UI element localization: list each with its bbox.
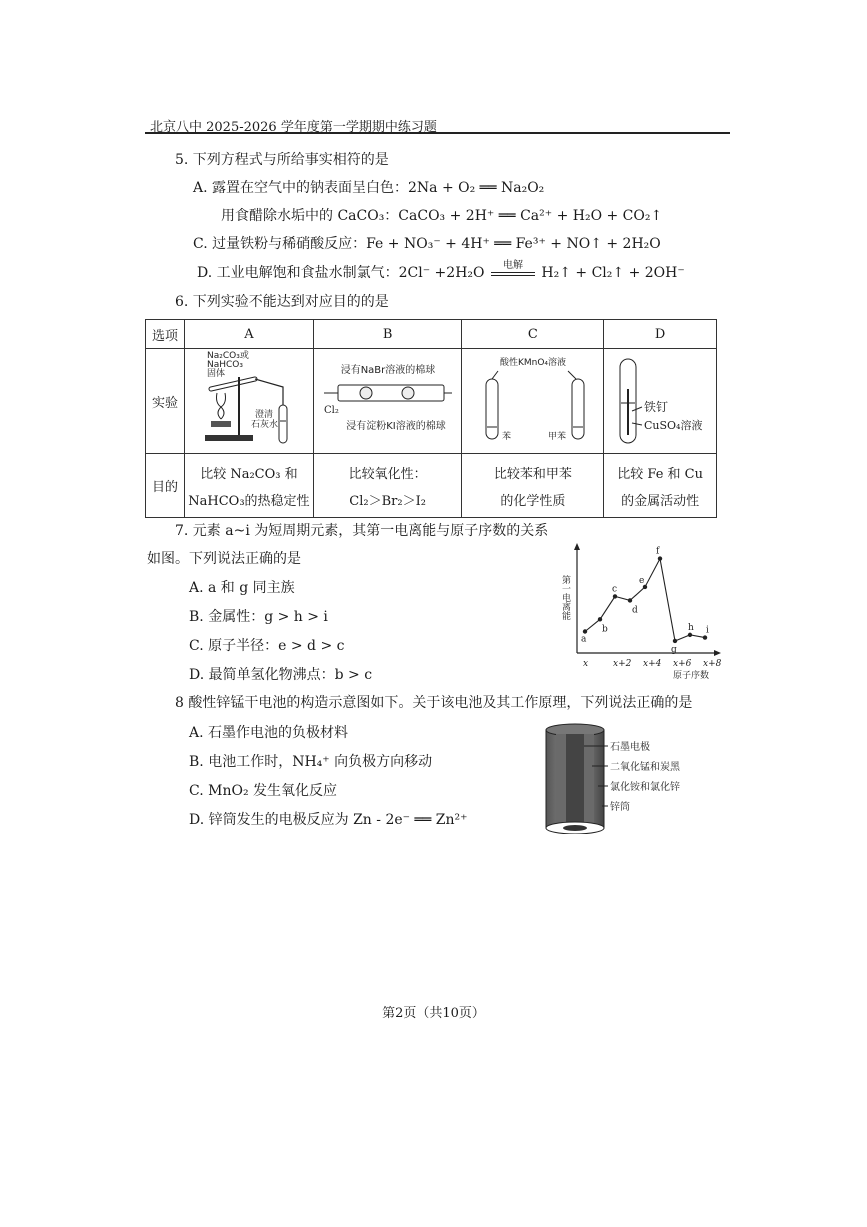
q6-stem: 6. 下列实验不能达到对应目的的是 [175, 294, 389, 310]
q5-option-a: A. 露置在空气中的钠表面呈白色：2Na + O₂ ══ Na₂O₂ [193, 180, 545, 196]
chart-point-g [673, 639, 677, 643]
q7-stem-line1: 7. 元素 a~i 为短周期元素，其第一电离能与原子序数的关系 [175, 523, 549, 539]
fig-c-left-label: 苯 [501, 432, 511, 442]
chart-point-label-f: f [656, 546, 660, 557]
chart-x-tick-label: x+2 [613, 659, 632, 669]
goal-d [604, 454, 717, 518]
chart-point-label-b: b [602, 624, 608, 635]
battery-label-zinc: 锌筒 [610, 802, 630, 813]
chart-point-label-i: i [706, 625, 709, 636]
goal-c-line2: 的化学性质 [500, 493, 566, 509]
q5-d-prefix: D. 工业电解饱和食盐水制氯气：2Cl⁻ +2H₂O [197, 265, 485, 281]
fig-b-top-label: 浸有NaBr溶液的棉球 [340, 365, 435, 376]
electrolysis-condition: 电解 [502, 260, 523, 271]
goal-b [313, 454, 462, 518]
chart-point-i [703, 635, 707, 639]
q7-option-a: A. a 和 g 同主族 [189, 580, 295, 596]
kmno4-tubes-figure [464, 349, 602, 449]
halogen-tube-figure [316, 349, 460, 449]
chart-x-tick-label: x [583, 659, 589, 669]
fig-a-label-1: Na₂CO₃或 [206, 351, 249, 361]
fig-d-solution-label: CuSO₄溶液 [644, 419, 703, 432]
figure-b-cell [313, 349, 462, 454]
chart-point-label-e: e [639, 575, 645, 586]
fig-a-label-3: 固体 [206, 369, 225, 379]
page-header: 北京八中 2025-2026 学年度第一学期期中练习题 [150, 120, 437, 135]
goal-c-line1: 比较苯和甲苯 [493, 466, 572, 482]
q8-option-d: D. 锌筒发生的电极反应为 Zn - 2e⁻ ══ Zn²⁺ [189, 812, 468, 828]
chart-point-h [688, 633, 692, 637]
fig-c-top-label: 酸性KMnO₄溶液 [499, 358, 566, 368]
table-header-b: B [313, 320, 462, 349]
heating-apparatus-figure [187, 349, 311, 449]
q5-option-b: 用食醋除水垢中的 CaCO₃：CaCO₃ + 2H⁺ ══ Ca²⁺ + H₂O + CO₂↑ [221, 208, 663, 224]
ionization-energy-chart [555, 535, 730, 685]
q8-option-b: B. 电池工作时，NH₄⁺ 向负极方向移动 [189, 754, 433, 770]
chart-point-label-d: d [632, 605, 638, 616]
chart-point-label-a: a [581, 634, 587, 645]
table-row-label-goal: 目的 [146, 454, 185, 518]
chart-x-tick-label: x+6 [673, 659, 692, 669]
goal-a-line2: NaHCO₃的热稳定性 [188, 493, 310, 509]
chart-x-tick-label: x+8 [703, 659, 722, 669]
figure-d-cell [604, 349, 717, 454]
electrolysis-arrow [491, 260, 535, 280]
chart-x-label: 原子序数 [673, 671, 710, 681]
q8-stem: 8 酸性锌锰干电池的构造示意图如下。关于该电池及其工作原理，下列说法正确的是 [175, 695, 693, 711]
fig-c-right-label: 甲苯 [547, 432, 566, 442]
fig-a-label-2: NaHCO₃ [206, 360, 243, 370]
chart-point-label-g: g [671, 644, 677, 655]
battery-label-electrolyte: 氯化铵和氯化锌 [610, 782, 680, 793]
q5-d-suffix: H₂↑ + Cl₂↑ + 2OH⁻ [541, 265, 685, 281]
table-header-a: A [185, 320, 314, 349]
q7-option-b: B. 金属性：g > h > i [189, 609, 328, 625]
table-header-c: C [462, 320, 604, 349]
q7-option-d: D. 最简单氢化物沸点：b > c [189, 667, 373, 683]
battery-label-graphite: 石墨电极 [610, 742, 650, 753]
chart-point-label-h: h [688, 622, 694, 633]
chart-point-f [658, 556, 662, 560]
battery-structure-figure [540, 722, 700, 834]
goal-c [462, 454, 604, 518]
chart-point-label-c: c [612, 584, 618, 595]
table-header-option: 选项 [146, 320, 185, 349]
fig-a-label-5: 石灰水 [250, 420, 278, 430]
goal-b-line1: 比较氧化性： [348, 466, 427, 482]
fig-b-bottom-label: 浸有淀粉KI溶液的棉球 [345, 421, 446, 432]
fig-d-nail-label: 铁钉 [644, 400, 669, 414]
chart-point-a [583, 629, 587, 633]
header-rule [145, 132, 730, 134]
q8-option-c: C. MnO₂ 发生氧化反应 [189, 783, 338, 799]
battery-label-mno2: 二氧化锰和炭黑 [610, 762, 680, 773]
chart-point-b [598, 617, 602, 621]
q5-option-d [197, 262, 685, 282]
fig-a-label-4: 澄清 [254, 410, 273, 420]
q7-option-c: C. 原子半径：e > d > c [189, 638, 345, 654]
table-header-d: D [604, 320, 717, 349]
q5-stem: 5. 下列方程式与所给事实相符的是 [175, 152, 389, 168]
chart-point-d [628, 598, 632, 602]
iron-nail-figure [606, 349, 714, 449]
experiment-table [145, 319, 717, 518]
goal-d-line1: 比较 Fe 和 Cu [617, 466, 703, 482]
q7-stem-line2: 如图。下列说法正确的是 [147, 551, 301, 567]
goal-a [185, 454, 314, 518]
chart-x-tick-label: x+4 [643, 659, 662, 669]
chart-point-c [613, 594, 617, 598]
goal-d-line2: 的金属活动性 [621, 493, 700, 509]
q5-option-c: C. 过量铁粉与稀硝酸反应：Fe + NO₃⁻ + 4H⁺ ══ Fe³⁺ + NO↑ + 2H₂O [193, 236, 661, 252]
chart-y-label: 第一电离能 [560, 575, 570, 620]
table-row-label-experiment: 实验 [146, 349, 185, 454]
figure-a-cell [185, 349, 314, 454]
q8-option-a: A. 石墨作电池的负极材料 [189, 725, 349, 741]
goal-a-line1: 比较 Na₂CO₃ 和 [200, 466, 298, 482]
fig-b-gas-label: Cl₂ [323, 405, 339, 416]
goal-b-line2: Cl₂＞Br₂＞I₂ [349, 493, 426, 509]
figure-c-cell [462, 349, 604, 454]
page-number: 第2页（共10页） [382, 1006, 485, 1021]
